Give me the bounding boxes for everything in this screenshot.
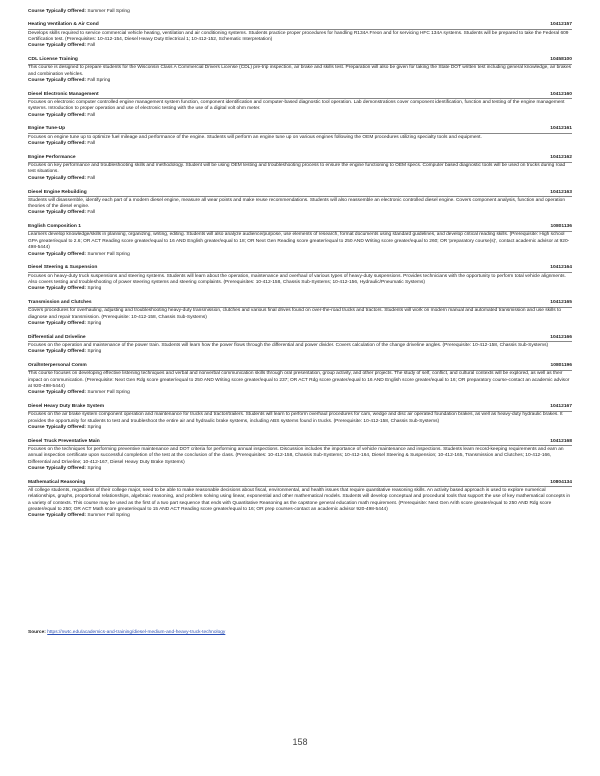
offered-label: Course Typically Offered:: [28, 424, 87, 430]
offered-label: Course Typically Offered:: [28, 43, 87, 49]
course-header: [28, 363, 572, 371]
course-entry: [28, 300, 572, 327]
course-entry: [28, 22, 572, 49]
course-description: Focuses on the air brake system component operation and maintenance for trucks and tractor/trailers. Students will learn to perform overhaul procedures for cam, wedge and disc air operated foundation brakes, as well as heavy-duty hydraulic brakes. It provides the opportunity for students to test and troubleshoot the entire air and hydraulic brake systems, including ABS systems found in trucks. (Prerequisite: 10-412-158, Chassis Sub-Systems): [28, 412, 563, 424]
course-entry: [28, 155, 572, 182]
course-title: Diesel Steering & Suspension: [28, 265, 98, 271]
offered-value: Fall: [87, 175, 96, 181]
offered-label: Course Typically Offered:: [28, 320, 87, 326]
course-entry: [28, 224, 572, 258]
course-title: Engine Performance: [28, 154, 76, 160]
course-entry: [28, 190, 572, 217]
course-code: 10412167: [550, 403, 572, 409]
course-title: Mathematical Reasoning: [28, 479, 86, 485]
course-offered: [28, 113, 572, 119]
course-offered: [28, 513, 572, 519]
course-offered: [28, 321, 572, 327]
offered-label: Course Typically Offered:: [28, 141, 87, 147]
course-entry: [28, 439, 572, 473]
course-header: [28, 480, 572, 488]
course-code: 10412161: [550, 126, 572, 132]
course-entry: [28, 480, 572, 520]
course-entry: [28, 92, 572, 119]
course-title: Engine Tune-Up: [28, 126, 66, 132]
offered-label: Course Typically Offered:: [28, 175, 87, 181]
course-description: Develops skills required to service commercial vehicle heating, ventilation and air conditioning systems. Students practice proper procedures for handling R134A Freon and for servicing HFC 134A systems. Students will be prepared to take the Federal 609 Certification test. (Prerequisites: 10-412-154, Diesel Heavy Duty Electrical 1; 10-412-152, Schematic Interpretation): [28, 30, 569, 43]
course-offered: [28, 349, 572, 355]
offered-value: Fall: [87, 43, 96, 49]
offered-label: Course Typically Offered:: [28, 286, 87, 292]
course-offered: [28, 390, 572, 396]
offered-value: Spring: [87, 349, 102, 355]
offered-label: Course Typically Offered:: [28, 112, 87, 118]
course-header: [28, 439, 572, 447]
course-description: Focuses on engine tune up to optimize fuel mileage and performance of the engine. Students will perform an engine tune up on various engines following the OEM procedures utilizing specialty tools and equipment.: [28, 134, 482, 140]
course-title: Differential and Driveline: [28, 334, 86, 340]
offered-label: Course Typically Offered:: [28, 465, 87, 471]
course-header: [28, 92, 572, 100]
course-offered: [28, 176, 572, 182]
offered-value: Spring: [87, 286, 102, 292]
course-entry: [28, 404, 572, 431]
page-number: 158: [292, 737, 308, 747]
offered-value: Fall: [87, 210, 96, 216]
course-title: Heating Ventilation & Air Cond: [28, 22, 99, 28]
offered-label: Course Typically Offered:: [28, 9, 87, 14]
course-header: [28, 57, 572, 65]
course-header: [28, 300, 572, 308]
offered-value: Fall: [87, 141, 96, 147]
offered-label: Course Typically Offered:: [28, 78, 87, 84]
course-offered: [28, 210, 572, 216]
course-entry: [28, 363, 572, 397]
course-list: [28, 22, 572, 519]
offered-label: Course Typically Offered:: [28, 251, 87, 257]
course-offered: [28, 425, 572, 431]
course-description: Focuses on electronic computer controlled engine management system function, component identification and computer-based diagnostic tool operation. Lab demonstrations cover component identification, function and testing of the engine management systems. Introduction to proper operation and use of electronic testing with the use of a digital volt ohm meter.: [28, 100, 565, 112]
offered-value: Spring: [87, 424, 102, 430]
course-description: Focuses on heavy-duty truck suspensions and steering systems. Students will learn about the operation, maintenance and overhaul of various types of heavy-duty suspensions. Provides technicians with the opportunity to perform total vehicle alignments. Also covers testing and troubleshooting of power steering systems and steering complaints. (Prerequisites: 10-412-158, Chassis Sub-Systems; 10-412-156, Hydraulic/Pneumatic Systems): [28, 273, 566, 285]
course-entry: [28, 265, 572, 292]
offered-value: Summer Fall Spring: [87, 9, 130, 14]
offered-value: Fall: [87, 112, 96, 118]
course-description: Students will disassemble, identify each part of a modern diesel engine, measure all wear points and make reuse recommendations. Students will also reassemble an electronic controlled diesel engine. Covers component analysis, function and operation theories of the diesel engine.: [28, 197, 566, 210]
course-header: [28, 155, 572, 163]
course-header: [28, 22, 572, 30]
course-title: CDL License Training: [28, 57, 78, 63]
course-header: [28, 190, 572, 198]
course-description: Focuses on the techniques for performing preventive maintenance and DOT criteria for performing annual inspections. Discussion includes the importance of vehicle maintenance and inspections. Students learn record-keeping requirements and earn an annual inspection certificate upon successful completion of the test at the conclusion of the class. (Prerequisites: 10-412-158, Chassis Sub-Systems; 10-412-164, Diesel Steering & Suspension; 10-412-165, Transmission and Clutches; 10-412-166, Differential and Driveline; 10-412-167, Diesel Heavy Duty Brake Systems): [28, 446, 564, 465]
course-title: Diesel Heavy Duty Brake System: [28, 403, 105, 409]
offered-value: Summer Fall Spring: [87, 390, 130, 396]
offered-label: Course Typically Offered:: [28, 210, 87, 216]
course-code: 10412166: [550, 334, 572, 340]
course-description: Covers procedures for overhauling, adjusting and troubleshooting heavy-duty transmission, clutches and various final drives found on over-the-road trucks and tractors. Students will work on modern manual and automated transmission and use skills to diagnose and repair transmission. (Prerequisite: 10-412-158, Chassis Sub-Systems): [28, 308, 562, 320]
course-title: Diesel Engine Rebuilding: [28, 189, 87, 195]
source-link[interactable]: https://nwtc.edu/academics-and-training/diesel-medium-and-heavy-truck-technology: [47, 630, 226, 635]
course-code: 10412160: [550, 91, 572, 97]
course-entry: [28, 126, 572, 147]
course-offered: [28, 286, 572, 292]
course-code: 10801136: [550, 224, 572, 230]
course-code: 10412157: [550, 22, 572, 28]
course-title: Oral/Interpersonal Comm: [28, 362, 87, 368]
course-header: [28, 126, 572, 134]
course-entry: [28, 57, 572, 84]
course-title: English Composition 1: [28, 224, 81, 230]
course-header: [28, 404, 572, 412]
course-code: 10412165: [550, 299, 572, 305]
course-offered: [28, 466, 572, 472]
course-code: 10804134: [550, 479, 572, 485]
course-code: 10458100: [550, 57, 572, 63]
page-content: [28, 9, 572, 527]
course-title: Diesel Truck Preventative Main: [28, 438, 100, 444]
offered-value: Summer Fall Spring: [87, 513, 130, 519]
course-title: Transmission and Clutches: [28, 299, 92, 305]
course-description: Learners develop knowledge/skills in planning, organizing, writing, editing. Students will also analyze audience/purpose, use elements of research, format documents using standard guidelines, and develop critical reading skills. (Prerequisite: High school GPA greater/equal to 2.6; OR ACT Reading score greater/equal to 16 AND English greater/equal to 18; OR Next Gen Reading score greater/equal to 250 AND Writing score greater/equal to 260; OR 'preparatory course(s)', contact academic advisor at 920-498-5444): [28, 232, 570, 251]
course-description: All college students, regardless of their college major, need to be able to make reasonable decisions about fiscal, environmental, and health issues that require quantitative reasoning skills. An activity based approach is used to explore numerical relationships, graphs, proportional relationships, algebraic reasoning, and problem solving using linear, exponential and other mathematical models. Students will develop conceptual and procedural tools that support the use of key mathematical concepts in a variety of contexts. This course may be used as the first of a two part sequence that ends with Quantitative Reasoning as the capstone general education math requirement. (Prerequisite: Next Gen Arith score greater/equal to 250 AND Rdg score greater/equal to 250; OR ACT Math score greater/equal to 15 AND ACT Reading score greater/equal to 16; OR prep courses-contact an academic advisor 920-498-5444): [28, 487, 571, 513]
course-offered: [28, 78, 572, 84]
course-description: Focuses on key performance and troubleshooting skills and methodology. Student will be using OEM testing and troubleshooting process to ensure the engine functioning to OEM specs. Computer based diagnostic tools will be used on trucks during road test situations.: [28, 163, 566, 175]
offered-value: Spring: [87, 465, 102, 471]
offered-label: Course Typically Offered:: [28, 349, 87, 355]
course-description: Focuses on the operation and maintenance of the power train. Students will learn how the power flows through the differential and power divider. Covers calculation of the change driveline angles. (Prerequisite: 10-412-158, Chassis Sub-Systems): [28, 342, 549, 348]
offered-label: Course Typically Offered:: [28, 390, 87, 396]
course-code: 10412168: [550, 438, 572, 444]
course-header: [28, 265, 572, 273]
course-header: [28, 224, 572, 232]
offered-value: Summer Fall Spring: [87, 251, 130, 257]
course-title: Diesel Electronic Management: [28, 91, 99, 97]
course-code: 10412163: [550, 189, 572, 195]
source-line: [28, 630, 225, 636]
course-code: 10412162: [550, 154, 572, 160]
course-description: This course is designed to prepare students for the Wisconsin Class A Commercial Drivers License (CDL) pre-trip inspection, air brake and skills test. Preparation will also be given for taking the State DOT written test including general knowledge, air brakes and combination vehicles.: [28, 65, 572, 77]
offered-label: Course Typically Offered:: [28, 513, 87, 519]
course-offered: [28, 141, 572, 147]
offered-value: Spring: [87, 320, 102, 326]
source-label: Source:: [28, 630, 46, 635]
course-offered: [28, 252, 572, 258]
course-offered: [28, 43, 572, 49]
course-code: 10412164: [550, 265, 572, 271]
course-description: This course focuses on developing effective listening techniques and verbal and nonverbal communication skills through oral presentation, group activity, and other projects. The study of self, conflict, and cultural contexts will be explored, as well as their impact on communication. (Prerequisite: Next Gen Rdg score greater/equal to 250 AND Writing score greater/equal to 237; OR ACT Rdg score greater/equal to 16 AND English score greater/equal to 16; OR preparatory course-contact an academic advisor at 920-498-5444): [28, 371, 570, 389]
course-entry: [28, 335, 572, 356]
offered-value: Fall Spring: [87, 78, 111, 84]
course-code: 10801196: [550, 362, 572, 368]
course-header: [28, 335, 572, 343]
course-offered-top: [28, 9, 572, 15]
